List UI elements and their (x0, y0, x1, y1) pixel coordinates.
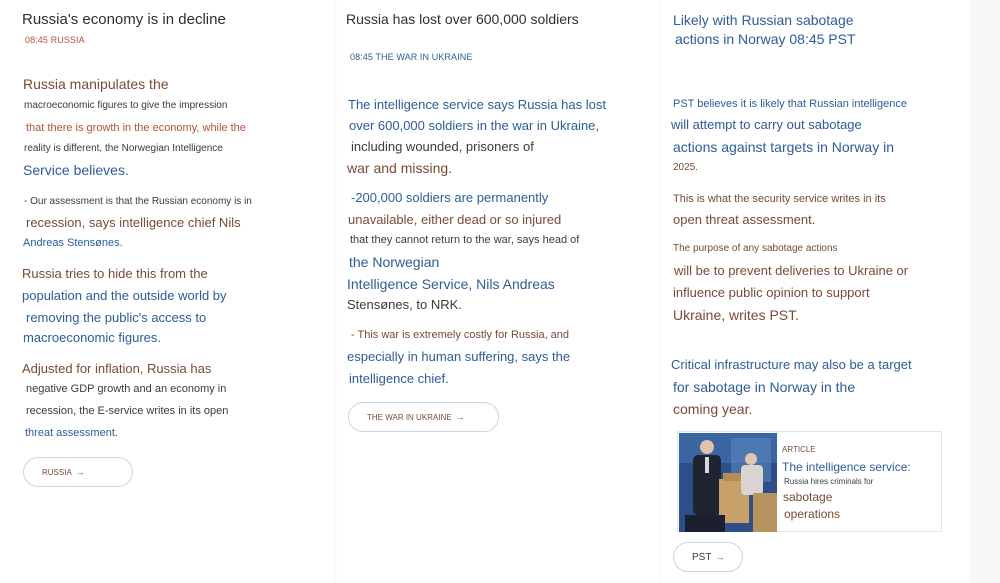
body-line: population and the outside world by (22, 288, 227, 303)
body-line: removing the public's access to (26, 310, 207, 325)
body-line: recession, the E-service writes in its open (26, 405, 229, 417)
body-line: that there is growth in the economy, while the (26, 122, 246, 134)
body-line: Ukraine, writes PST. (673, 307, 800, 323)
body-line: will attempt to carry out sabotage (671, 117, 862, 132)
body-line: unavailable, either dead or so injured (348, 212, 562, 227)
war-in-ukraine-category-button[interactable] (348, 402, 499, 432)
body-line: 2025. (673, 162, 699, 173)
pst-category-button[interactable] (673, 542, 743, 572)
body-line: intelligence chief. (349, 371, 449, 386)
card-subtitle: Russia hires criminals for (784, 477, 874, 486)
right-margin (970, 0, 1000, 583)
body-line: will be to prevent deliveries to Ukraine or (674, 263, 909, 278)
button-label: RUSSIA (42, 467, 72, 477)
body-line: Andreas Stensønes. (23, 237, 123, 249)
press-conference-photo (679, 433, 777, 532)
related-article-card[interactable] (677, 431, 942, 532)
body-line: Adjusted for inflation, Russia has (22, 361, 212, 376)
body-line: the Norwegian (349, 254, 440, 270)
body-line: Critical infrastructure may also be a target (671, 357, 912, 372)
timestamp-category: 08:45 THE WAR IN UKRAINE (350, 52, 473, 62)
body-line: - This war is extremely costly for Russia, and (351, 329, 570, 341)
article-thumbnail (679, 433, 777, 532)
body-line: including wounded, prisoners of (351, 139, 534, 154)
body-line: influence public opinion to support (673, 285, 870, 300)
body-line: especially in human suffering, says the (347, 349, 571, 364)
body-line: threat assessment. (25, 427, 118, 439)
russia-category-button[interactable] (23, 457, 133, 487)
body-line: for sabotage in Norway in the (673, 379, 856, 395)
body-line: that they cannot return to the war, says head of (350, 234, 580, 246)
body-line: The intelligence service says Russia has lost (348, 97, 606, 112)
body-line: This is what the security service writes in its (673, 193, 886, 205)
body-line: The purpose of any sabotage actions (673, 243, 838, 254)
body-line: macroeconomic figures. (23, 330, 161, 345)
arrow-right-icon: → (715, 552, 725, 562)
body-line: coming year. (673, 401, 753, 417)
timestamp-category: 08:45 RUSSIA (25, 35, 85, 45)
body-line: Stensønes, to NRK. (347, 297, 462, 312)
body-line: macroeconomic figures to give the impression (24, 100, 228, 111)
button-label: PST (692, 551, 712, 563)
button-label: THE WAR IN UKRAINE (367, 412, 452, 422)
body-line: reality is different, the Norwegian Intelligence (24, 143, 223, 154)
body-line: Russia manipulates the (23, 76, 169, 92)
card-kicker: ARTICLE (782, 445, 816, 454)
body-line: - Our assessment is that the Russian economy is in (24, 196, 252, 207)
body-line: recession, says intelligence chief Nils (26, 215, 241, 230)
body-line: Intelligence Service, Nils Andreas (347, 276, 555, 292)
card-title: The intelligence service: (782, 460, 911, 474)
body-line: over 600,000 soldiers in the war in Ukraine, (349, 118, 600, 133)
card-line: sabotage (783, 490, 833, 504)
body-line: war and missing. (347, 160, 453, 176)
body-line: negative GDP growth and an economy in (26, 383, 227, 395)
article-title[interactable]: Russia has lost over 600,000 soldiers (346, 11, 579, 27)
article-title[interactable]: Russia's economy is in decline (22, 11, 226, 28)
body-line: PST believes it is likely that Russian intelligence (673, 98, 907, 110)
body-line: open threat assessment. (673, 212, 816, 227)
arrow-right-icon: → (75, 467, 85, 477)
card-line: operations (784, 507, 841, 521)
article-title-line1[interactable]: Likely with Russian sabotage (673, 12, 854, 28)
body-line: Service believes. (23, 162, 129, 178)
body-line: actions against targets in Norway in (673, 139, 894, 155)
body-line: -200,000 soldiers are permanently (351, 190, 549, 205)
arrow-right-icon: → (455, 412, 465, 422)
body-line: Russia tries to hide this from the (22, 266, 208, 281)
article-title-line2[interactable]: actions in Norway 08:45 PST (675, 31, 856, 47)
